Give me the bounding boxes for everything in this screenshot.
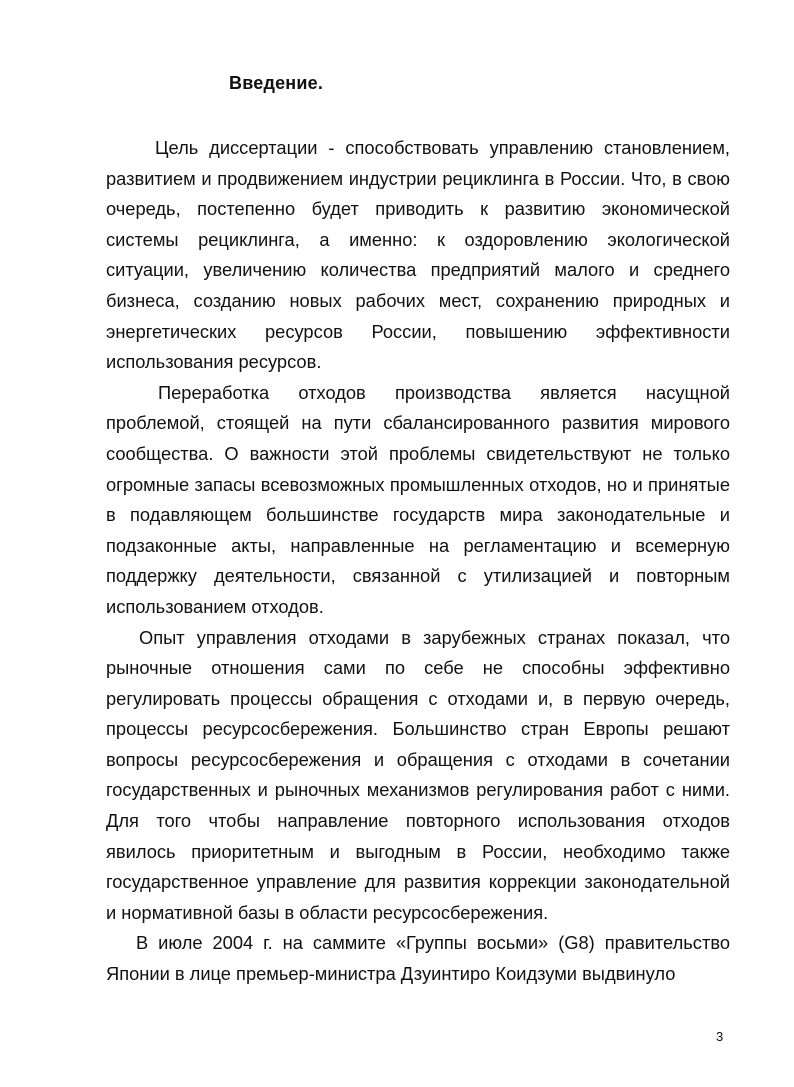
paragraph-g8-summit: В июле 2004 г. на саммите «Группы восьми» (G8) правительство Японии в лице премьер-министра Дзуинтиро Коидзуми выдвинуло [106,932,730,985]
paragraph-waste-processing: Переработка отходов производства является насущной проблемой, стоящей на пути сбалансированного развития мирового сообщества. О важности этой проблемы свидетельствуют не только огромные запасы всевозможных промышленных отходов, но и принятые в подавляющем большинстве государств мира законодательные и подзаконные акты, направленные на регламентацию и всемерную поддержку деятельности, связанной с утилизацией и повторным использованием отходов. [106,381,730,617]
paragraph-foreign-experience: Опыт управления отходами в зарубежных странах показал, что рыночные отношения сами по себе не способны эффективно регулировать процессы обращения с отходами и, в первую очередь, процессы ресурсосбережения. Большинство стран Европы решают вопросы ресурсосбережения и обращения с отходами в сочетании государственных и рыночных механизмов регулирования работ с ними. Для того чтобы направление повторного использования отходов явилось приоритетным и выгодным в России, необходимо также государственное управление для развития коррекции законодательной и нормативной базы в области ресурсосбережения. [106,626,730,923]
page-number: 3 [716,1029,724,1044]
body-text [106,133,730,990]
paragraph-goal: Цель диссертации - способствовать управлению становлением, развитием и продвижением индустрии рециклинга в России. Что, в свою очередь, постепенно будет приводить к развитию экономической системы рециклинга, а именно: к оздоровлению экологической ситуации, увеличению количества предприятий малого и среднего бизнеса, созданию новых рабочих мест, сохранению природных и энергетических ресурсов России, повышению эффективности использования ресурсов. [106,137,730,373]
section-heading: Введение. [229,73,324,93]
